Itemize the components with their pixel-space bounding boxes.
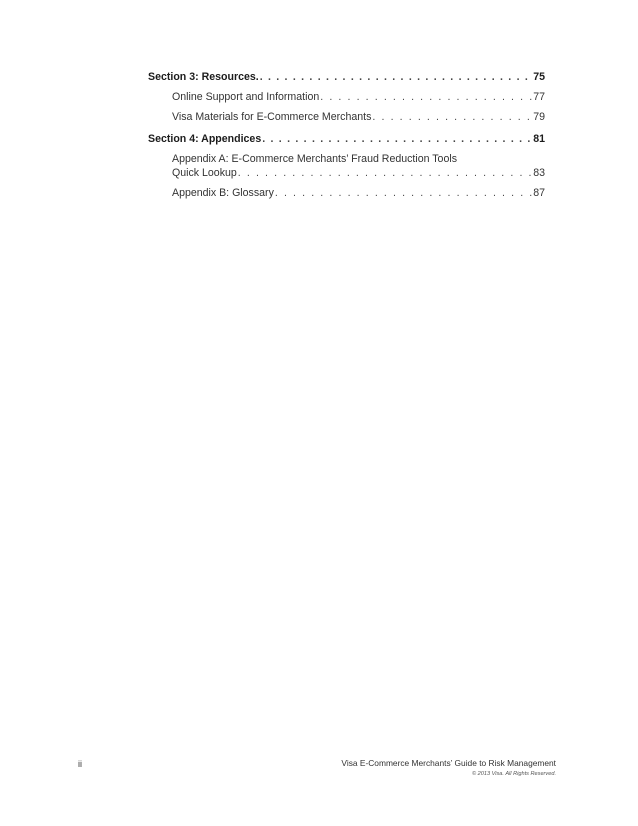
toc-page-number: 87 (533, 187, 545, 199)
toc-leader-dots (260, 70, 533, 84)
toc-entry-online-support[interactable] (148, 90, 545, 104)
toc-entry-label-line-2: Quick Lookup (172, 167, 237, 179)
toc-leader-dots (275, 186, 532, 200)
footer-page-number: ii (78, 759, 82, 769)
toc-entry-label-line-1: Appendix A: E-Commerce Merchants’ Fraud Reduction Tools (172, 153, 457, 165)
toc-page-number: 83 (533, 167, 545, 179)
toc-entry-label: Section 4: Appendices (148, 133, 262, 145)
toc-leader-dots (320, 90, 532, 104)
toc-entry-label: Appendix B: Glossary (172, 187, 274, 199)
toc-entry-visa-materials[interactable] (148, 110, 545, 124)
toc-entry-section-3[interactable] (148, 70, 545, 84)
toc-page-number: 77 (533, 91, 545, 103)
footer-document-title: Visa E-Commerce Merchants’ Guide to Risk Management (341, 758, 556, 768)
toc-leader-dots (372, 110, 532, 124)
toc-page-number: 79 (533, 111, 545, 123)
toc-entry-section-4[interactable] (148, 132, 545, 146)
toc-leader-dots (238, 166, 532, 180)
toc-page-number: 81 (533, 133, 545, 145)
toc-entry-label: Online Support and Information (172, 91, 320, 103)
toc-leader-dots (262, 132, 532, 146)
toc-page-number: 75 (533, 71, 545, 83)
toc-entry-appendix-b[interactable] (148, 186, 545, 200)
table-of-contents (148, 70, 545, 200)
toc-entry-label: Visa Materials for E-Commerce Merchants (172, 111, 372, 123)
footer-copyright: © 2013 Visa. All Rights Reserved. (471, 771, 556, 777)
toc-entry-appendix-a[interactable] (148, 152, 545, 180)
toc-entry-label: Section 3: Resources. (148, 71, 259, 83)
